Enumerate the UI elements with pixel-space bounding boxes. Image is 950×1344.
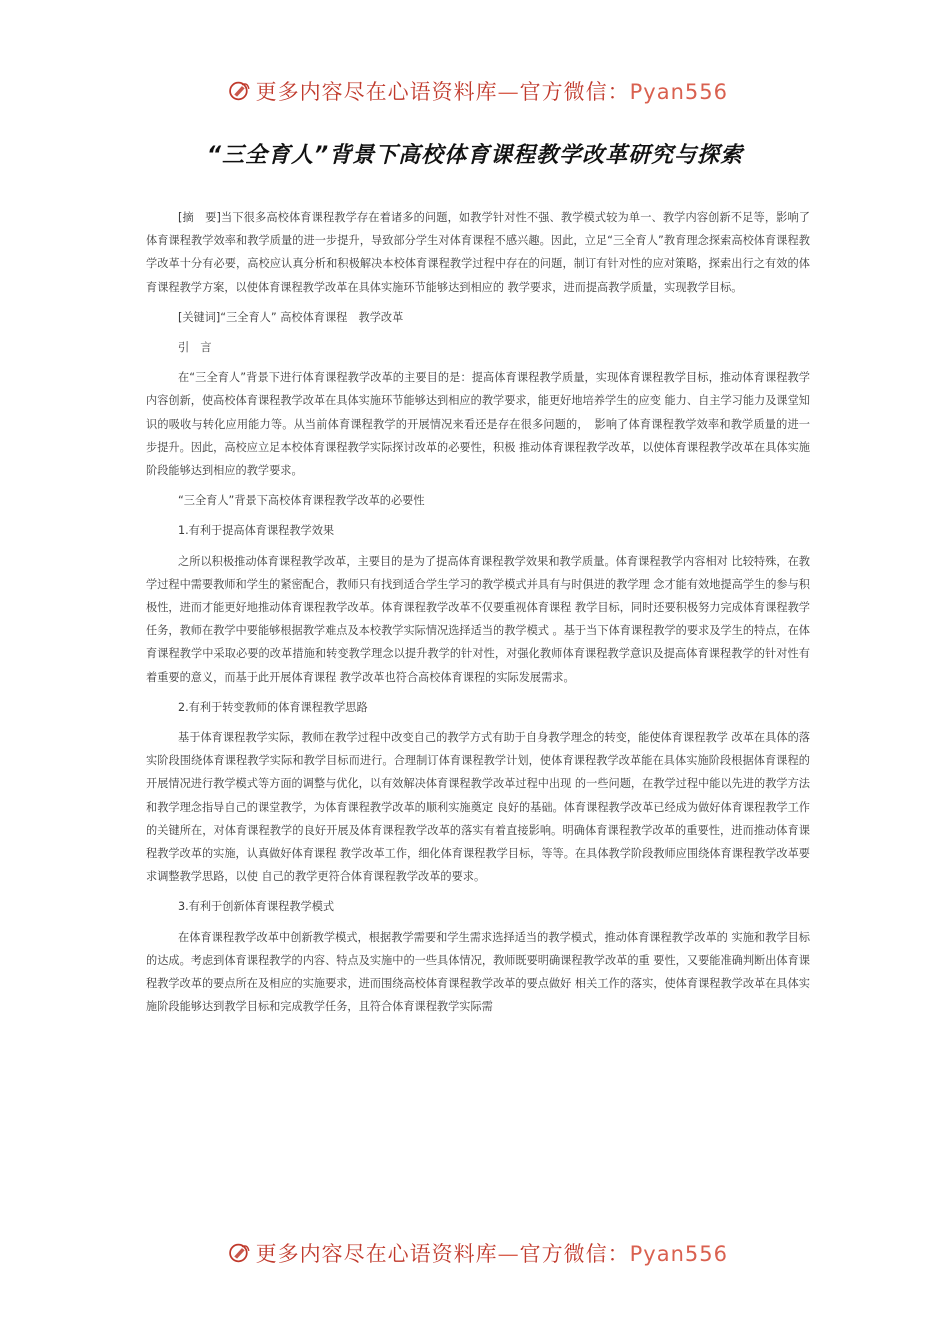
abstract-paragraph: [摘 要]当下很多高校体育课程教学存在着诸多的问题，如教学针对性不强、教学模式较为单一、教学内容创新不足等，影响了体育课程教学效率和教学质量的进一步提升，导致部分学生对体育课程不感兴趣。因此，立足“三全育人”教育理念探索高校体育课程教学改革十分有必要，高校应认真分析和积极解决本校体育课程教学过程中存在的问题，制订有针对性的应对策略，探索出行之有效的体育课程教学方案，以使体育课程教学改革在具体实施环节能够达到相应的 教学要求，进而提高教学质量，实现教学目标。 (146, 211, 810, 294)
page-title: “三全育人”背景下高校体育课程教学改革研究与探索 (206, 143, 744, 168)
intro-paragraph: 在“三全育人”背景下进行体育课程教学改革的主要目的是：提高体育课程教学质量，实现体育课程教学目标，推动体育课程教学内容创新，使高校体育课程教学改革在具体实施环节能够达到相应的教学要求，能更好地培养学生的应变 能力、自主学习能力及课堂知识的吸收与转化应用能力等。从当前体育课程教学的开展情况来看还是存在很多问题的， 影响了体育课程教学效率和教学质量的进一步提升。因此，高校应立足本校体育课程教学实际探讨改革的必要性，积极 推动体育课程教学改革，以使体育课程教学改革在具体实施阶段能够达到相应的教学要求。 (146, 371, 810, 478)
watermark-official: 官方微信： (519, 80, 630, 104)
subsection-2-paragraph: 基于体育课程教学实际，教师在教学过程中改变自己的教学方式有助于自身教学理念的转变，能使体育课程教学 改革在具体的落实阶段围绕体育课程教学实际和教学目标而进行。合理制订体育课程教学计划，使体育课程教学改革能在具体实施阶段根据体育课程的开展情况进行教学模式等方面的调整与优化，以有效解决体育课程教学改革过程中出现 的一些问题，在教学过程中能以先进的教学方法和教学理念指导自己的课堂教学，为体育课程教学改革的顺利实施奠定 良好的基础。体育课程教学改革已经成为做好体育课程教学工作的关键所在，对体育课程教学的良好开展及体育课程教学改革的落实有着直接影响。明确体育课程教学改革的重要性，进而推动体育课程教学改革的实施，认真做好体育课程 教学改革工作，细化体育课程教学目标，等等。在具体教学阶段教师应围绕体育课程教学改革要求调整教学思路，以使 自己的教学更符合体育课程教学改革的要求。 (146, 731, 810, 884)
subsection-3-paragraph: 在体育课程教学改革中创新教学模式，根据教学需要和学生需求选择适当的教学模式，推动体育课程教学改革的 实施和教学目标的达成。考虑到体育课程教学的内容、特点及实施中的一些具体情况，教师既要明确课程教学改革的重 要性，又要能准确判断出体育课程教学改革的要点所在及相应的实施要求，进而围绕高校体育课程教学改革的要点做好 相关工作的落实，使体育课程教学改革在具体实施阶段能够达到教学目标和完成教学任务，且符合体育课程教学实际需 (146, 930, 810, 1014)
logo-icon (228, 74, 252, 108)
logo-icon (228, 1236, 252, 1270)
watermark-banner-bottom (228, 1236, 728, 1270)
watermark-banner-top (228, 74, 728, 108)
watermark-official: 官方微信： (519, 1242, 630, 1266)
subsection-1-heading: 1.有利于提高体育课程教学效果 (178, 524, 335, 538)
subsection-1-paragraph: 之所以积极推动体育课程教学改革，主要目的是为了提高体育课程教学效果和教学质量。体育课程教学内容相对 比较特殊，在教学过程中需要教师和学生的紧密配合，教师只有找到适合学生学习的教学模式并具有与时俱进的教学理 念才能有效地提高学生的参与积极性，进而才能更好地推动体育课程教学改革。体育课程教学改革不仅要重视体育课程 教学目标，同时还要积极努力完成体育课程教学任务，教师在教学中要能够根据教学难点及本校教学实际情况选择适当的教学模式 。基于当下体育课程教学的要求及学生的特点，在体育课程教学中采取必要的改革措施和转变教学理念以提升教学的针对性，对强化教师体育课程教学意识及提高体育课程教学的针对性有着重要的意义，而基于此开展体育课程 教学改革也符合高校体育课程的实际发展需求。 (146, 554, 810, 684)
watermark-main: 更多内容尽在心语资料库 (255, 80, 498, 104)
watermark-main: 更多内容尽在心语资料库 (255, 1242, 498, 1266)
section-heading: “三全育人”背景下高校体育课程教学改革的必要性 (178, 494, 425, 508)
article-body (146, 206, 810, 1026)
watermark-dash: — (497, 80, 520, 104)
watermark-dash: — (497, 1242, 520, 1266)
watermark-text (256, 76, 728, 106)
keywords-line: [关键词]“三全育人” 高校体育课程 教学改革 (178, 310, 404, 324)
subsection-2-heading: 2.有利于转变教师的体育课程教学思路 (178, 700, 368, 714)
watermark-text (256, 1238, 728, 1268)
intro-heading: 引 言 (178, 341, 212, 355)
watermark-wechat-id: Pyan556 (629, 1242, 728, 1266)
subsection-3-heading: 3.有利于创新体育课程教学模式 (178, 900, 335, 914)
watermark-wechat-id: Pyan556 (629, 80, 728, 104)
